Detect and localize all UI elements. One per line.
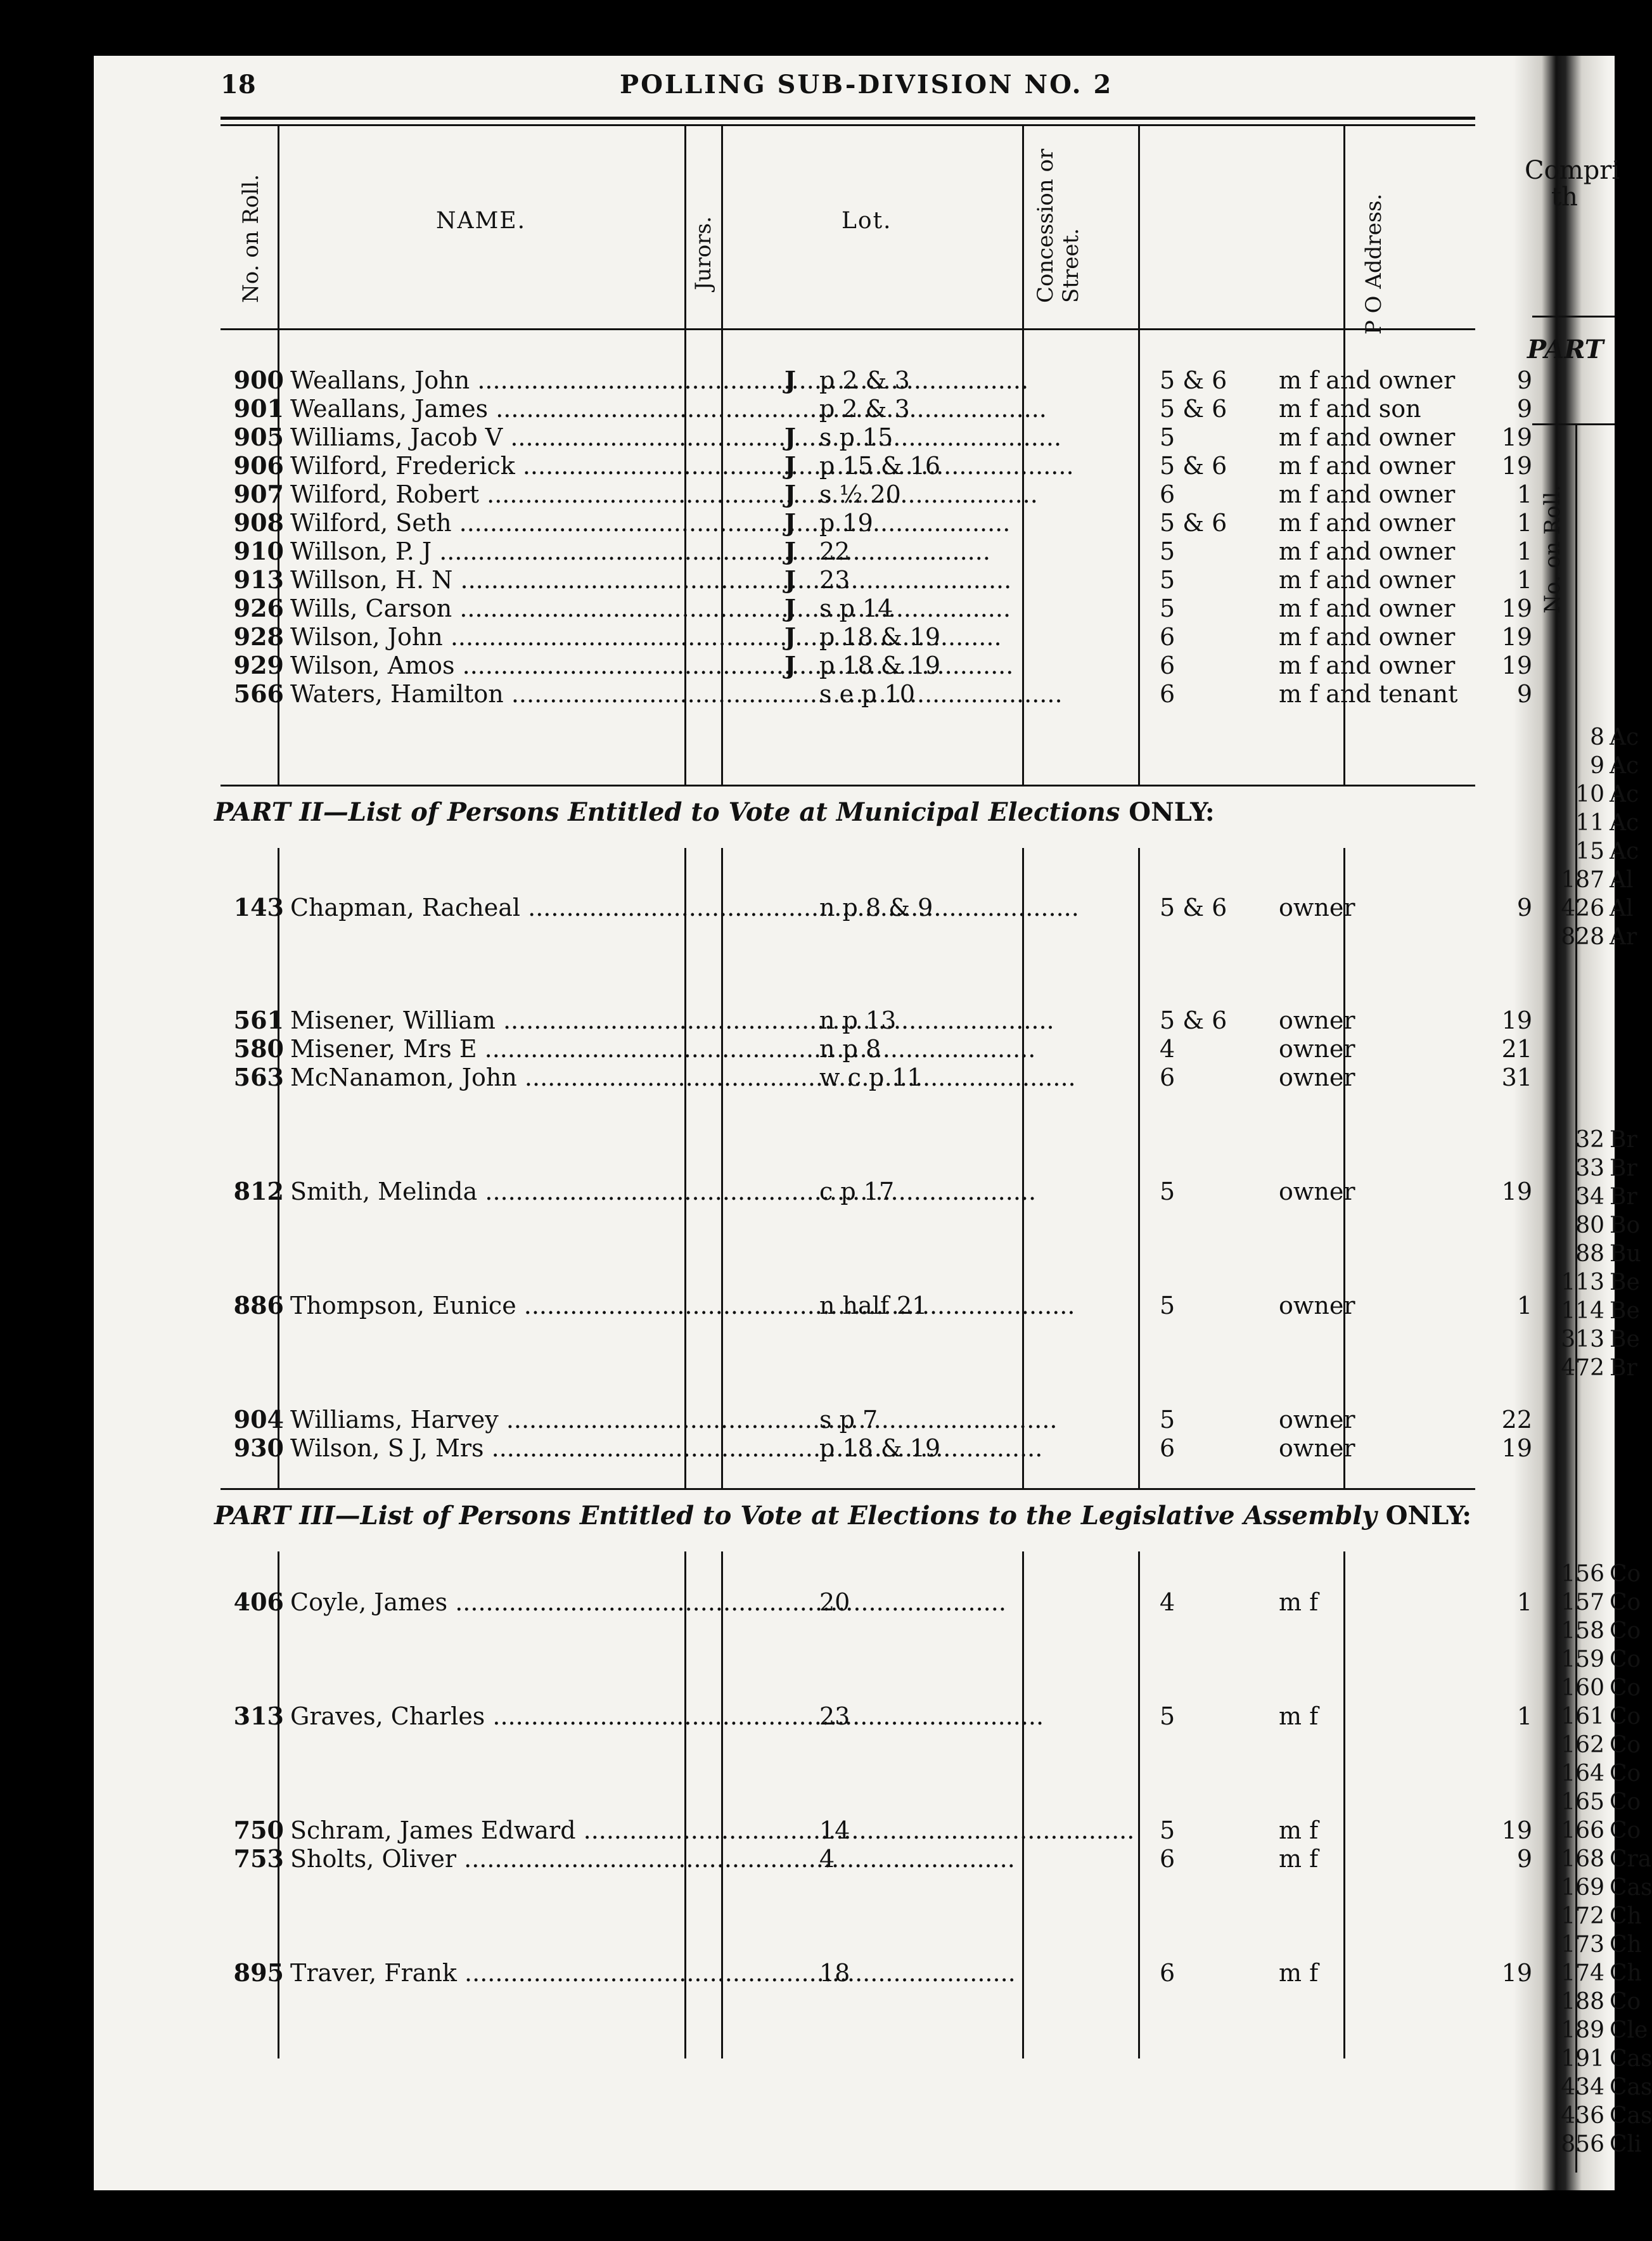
roll-number: 905: [233, 423, 284, 451]
right-page-roll-number: 32: [1575, 1127, 1604, 1153]
right-page-name-fragment: Ar: [1610, 924, 1637, 950]
lot-cell: s ½ 20: [819, 480, 901, 508]
roll-number: 406: [233, 1588, 284, 1616]
lot-cell: c p 17: [819, 1178, 895, 1205]
scanned-page: [94, 56, 1652, 2190]
roll-number: 566: [233, 679, 284, 708]
occupation-cell: owner: [1279, 1063, 1355, 1091]
right-page-rule: [1532, 316, 1615, 318]
right-page-name-fragment: Co: [1610, 1761, 1641, 1787]
right-page-name-fragment: Br: [1610, 1355, 1637, 1381]
part2-title: PART II—List of Persons Entitled to Vote at Municipal Elections: [214, 797, 1120, 827]
juror-mark: J: [784, 594, 796, 622]
po-address-cell: 19: [1501, 423, 1532, 451]
right-page-roll-number: 161: [1561, 1704, 1604, 1730]
right-page-roll-number: 80: [1575, 1212, 1604, 1238]
part2-bottom-rule: [221, 1488, 1475, 1490]
po-address-cell: 1: [1516, 1702, 1532, 1730]
lot-cell: s p 14: [819, 594, 893, 622]
col-lot: Lot.: [842, 208, 892, 234]
voter-name: Wilson, Amos .....: [290, 652, 772, 679]
right-page-roll-number: 169: [1561, 1875, 1604, 1901]
po-address-cell: 9: [1516, 366, 1532, 394]
part3-title: PART III—List of Persons Entitled to Vote at Elections to the Legislative Assembly: [214, 1501, 1377, 1531]
right-page-roll-number: 164: [1561, 1761, 1604, 1787]
right-page-roll-number: 187: [1561, 867, 1604, 893]
right-page-roll-number: 188: [1561, 1989, 1604, 2015]
occupation-cell: m f and owner: [1279, 623, 1456, 651]
po-address-cell: 1: [1516, 566, 1532, 594]
concession-cell: 6: [1160, 1959, 1175, 1987]
right-page-name-fragment: Ch: [1610, 1932, 1642, 1958]
voter-name: Wilford, Seth .....: [290, 509, 772, 537]
lot-cell: 22: [819, 537, 850, 565]
header-rule-bottom: [221, 328, 1475, 330]
po-address-cell: 19: [1501, 594, 1532, 622]
right-page-name-fragment: Co: [1610, 1618, 1641, 1644]
lot-cell: 23: [819, 566, 850, 594]
col-divider: [1138, 125, 1140, 785]
lot-cell: 23: [819, 1702, 850, 1730]
right-page-name-fragment: Al: [1610, 896, 1634, 921]
concession-cell: 6: [1160, 480, 1175, 508]
right-page-name-fragment: Co: [1610, 1675, 1641, 1701]
voter-name: Coyle, James .....: [290, 1588, 772, 1616]
voter-name: Williams, Harvey .....: [290, 1406, 772, 1434]
concession-cell: 5: [1160, 1816, 1175, 1844]
col-po-address: P O Address.: [1361, 193, 1386, 335]
occupation-cell: owner: [1279, 1006, 1355, 1034]
right-page-roll-number: 166: [1561, 1818, 1604, 1844]
occupation-cell: owner: [1279, 1178, 1355, 1205]
po-address-cell: 19: [1501, 652, 1532, 679]
roll-number: 901: [233, 394, 284, 423]
lot-cell: 4: [819, 1845, 835, 1873]
right-page-name-fragment: Cas: [1610, 1875, 1652, 1901]
right-page-name-fragment: Co: [1610, 1647, 1641, 1673]
voter-name: Misener, William .....: [290, 1006, 772, 1034]
concession-cell: 6: [1160, 1063, 1175, 1091]
right-page-roll-number: 156: [1561, 1561, 1604, 1587]
right-page-name-fragment: Al: [1610, 867, 1634, 893]
right-page-name-fragment: Br: [1610, 1127, 1637, 1153]
concession-cell: 5: [1160, 537, 1175, 565]
right-page-roll-number: 157: [1561, 1589, 1604, 1615]
lot-cell: p 18 & 19: [819, 1434, 941, 1462]
voter-name: Sholts, Oliver .....: [290, 1845, 772, 1873]
voter-name: Thompson, Eunice .....: [290, 1292, 772, 1320]
right-page-name-fragment: Ac: [1610, 838, 1639, 864]
col-jurors: Jurors.: [691, 216, 716, 290]
voter-name: Weallans, James .....: [290, 395, 772, 423]
right-page-name-fragment: Cle: [1610, 2017, 1648, 2043]
po-address-cell: 19: [1501, 1178, 1532, 1205]
occupation-cell: owner: [1279, 1035, 1355, 1063]
roll-number: 886: [233, 1291, 284, 1320]
right-page-roll-number: 434: [1561, 2074, 1604, 2100]
roll-number: 580: [233, 1034, 284, 1063]
right-page-name-fragment: Bu: [1610, 1241, 1641, 1267]
right-page-roll-number: 191: [1561, 2046, 1604, 2072]
right-page-roll-number: 165: [1561, 1789, 1604, 1815]
lot-cell: p 18 & 19: [819, 652, 941, 679]
juror-mark: J: [784, 537, 796, 565]
roll-number: 910: [233, 537, 284, 565]
concession-cell: 6: [1160, 652, 1175, 679]
occupation-cell: owner: [1279, 894, 1355, 921]
concession-cell: 6: [1160, 680, 1175, 708]
right-page-rule: [1532, 423, 1615, 425]
occupation-cell: m f and son: [1279, 395, 1421, 423]
right-page-name-fragment: Ac: [1610, 724, 1639, 750]
juror-mark: J: [784, 508, 796, 537]
voter-name: Traver, Frank .....: [290, 1959, 772, 1987]
col-concession: Concession or Street.: [1033, 148, 1084, 303]
right-page-name-fragment: Co: [1610, 1704, 1641, 1730]
occupation-cell: m f and owner: [1279, 366, 1456, 394]
right-page-name-fragment: Ch: [1610, 1960, 1642, 1986]
concession-cell: 5: [1160, 1702, 1175, 1730]
lot-cell: n half 21: [819, 1292, 928, 1320]
voter-name: Wilson, John .....: [290, 623, 772, 651]
right-page-name-fragment: Cli: [1610, 2131, 1642, 2157]
right-page-roll-number: 10: [1575, 781, 1604, 807]
right-page-name-fragment: Be: [1610, 1298, 1640, 1324]
voter-name: Willson, H. N .....: [290, 566, 772, 594]
roll-number: 313: [233, 1702, 284, 1730]
roll-number: 908: [233, 508, 284, 537]
lot-cell: 18: [819, 1959, 850, 1987]
header-rule-top: [221, 117, 1475, 120]
roll-number: 907: [233, 480, 284, 508]
po-address-cell: 19: [1501, 1006, 1532, 1034]
right-page-roll-number: 33: [1575, 1155, 1604, 1181]
roll-number: 895: [233, 1958, 284, 1987]
right-page-name-fragment: Ac: [1610, 753, 1639, 779]
roll-number: 929: [233, 651, 284, 679]
voter-name: Williams, Jacob V .....: [290, 423, 772, 451]
col-divider: [721, 848, 723, 1488]
right-page-roll-number: 113: [1561, 1269, 1604, 1295]
occupation-cell: owner: [1279, 1292, 1355, 1320]
occupation-cell: m f and owner: [1279, 566, 1456, 594]
po-address-cell: 19: [1501, 1959, 1532, 1987]
voter-name: Weallans, John .....: [290, 366, 772, 394]
po-address-cell: 19: [1501, 1434, 1532, 1462]
concession-cell: 5: [1160, 566, 1175, 594]
occupation-cell: owner: [1279, 1406, 1355, 1434]
col-divider: [1022, 1551, 1024, 2058]
roll-number: 904: [233, 1405, 284, 1434]
juror-mark: J: [784, 451, 796, 480]
roll-number: 930: [233, 1434, 284, 1462]
roll-number: 561: [233, 1006, 284, 1034]
po-address-cell: 1: [1516, 480, 1532, 508]
juror-mark: J: [784, 366, 796, 394]
voter-name: Graves, Charles .....: [290, 1702, 772, 1730]
roll-number: 753: [233, 1844, 284, 1873]
voter-name: Schram, James Edward .....: [290, 1816, 772, 1844]
juror-mark: J: [784, 651, 796, 679]
right-page-name-fragment: Cas: [1610, 2103, 1652, 2129]
roll-number: 900: [233, 366, 284, 394]
voter-name: McNanamon, John .....: [290, 1063, 772, 1091]
right-page-roll-number: 436: [1561, 2103, 1604, 2129]
lot-cell: p 2 & 3: [819, 366, 910, 394]
concession-cell: 5: [1160, 594, 1175, 622]
occupation-cell: m f and owner: [1279, 509, 1456, 537]
concession-cell: 5 & 6: [1160, 395, 1227, 423]
col-divider: [1138, 1551, 1140, 2058]
col-name: NAME.: [436, 208, 527, 234]
roll-number: 906: [233, 451, 284, 480]
voter-name: Misener, Mrs E .....: [290, 1035, 772, 1063]
right-page-roll-number: 160: [1561, 1675, 1604, 1701]
concession-cell: 5: [1160, 423, 1175, 451]
right-page-roll-number: 159: [1561, 1647, 1604, 1673]
po-address-cell: 21: [1501, 1035, 1532, 1063]
col-divider: [278, 848, 279, 1488]
right-page-roll-number: 11: [1575, 810, 1604, 836]
po-address-cell: 1: [1516, 1588, 1532, 1616]
right-page-roll-number: 34: [1575, 1184, 1604, 1210]
lot-cell: p 2 & 3: [819, 395, 910, 423]
concession-cell: 5 & 6: [1160, 894, 1227, 921]
roll-number: 928: [233, 622, 284, 651]
voter-name: Chapman, Racheal .....: [290, 894, 772, 921]
right-page-name-fragment: Co: [1610, 1589, 1641, 1615]
voter-name: Wills, Carson .....: [290, 594, 772, 622]
right-page-name-fragment: Ac: [1610, 810, 1639, 836]
lot-cell: w c p 11: [819, 1063, 923, 1091]
po-address-cell: 1: [1516, 1292, 1532, 1320]
occupation-cell: m f: [1279, 1816, 1319, 1844]
part1-bottom-rule: [221, 785, 1475, 787]
right-page-roll-number: 8: [1590, 724, 1604, 750]
po-address-cell: 1: [1516, 537, 1532, 565]
right-page-roll-number: 168: [1561, 1846, 1604, 1872]
po-address-cell: 9: [1516, 680, 1532, 708]
occupation-cell: owner: [1279, 1434, 1355, 1462]
right-page-heading-2: th: [1551, 183, 1578, 212]
right-page-roll-number: 15: [1575, 838, 1604, 864]
col-divider: [1343, 848, 1345, 1488]
lot-cell: p 19: [819, 509, 873, 537]
page-title: POLLING SUB-DIVISION NO. 2: [620, 70, 1113, 100]
roll-number: 563: [233, 1063, 284, 1091]
right-page-name-fragment: Cra: [1610, 1846, 1652, 1872]
lot-cell: n p 13: [819, 1006, 897, 1034]
concession-cell: 5 & 6: [1160, 509, 1227, 537]
right-page-name-fragment: Bo: [1610, 1212, 1641, 1238]
right-page-name-fragment: Ch: [1610, 1903, 1642, 1929]
right-page-name-fragment: Co: [1610, 1989, 1641, 2015]
col-no-on-roll: No. on Roll.: [238, 174, 264, 303]
concession-cell: 5 & 6: [1160, 366, 1227, 394]
concession-cell: 5: [1160, 1178, 1175, 1205]
voter-name: Willson, P. J .....: [290, 537, 772, 565]
occupation-cell: m f and owner: [1279, 652, 1456, 679]
occupation-cell: m f and tenant: [1279, 680, 1458, 708]
lot-cell: s p 7: [819, 1406, 878, 1434]
roll-number: 926: [233, 594, 284, 622]
right-page-name-fragment: Co: [1610, 1818, 1641, 1844]
occupation-cell: m f: [1279, 1588, 1319, 1616]
roll-number: 750: [233, 1816, 284, 1844]
voter-name: Wilson, S J, Mrs .....: [290, 1434, 772, 1462]
po-address-cell: 9: [1516, 395, 1532, 423]
lot-cell: p 18 & 19: [819, 623, 941, 651]
lot-cell: n p 8 & 9: [819, 894, 933, 921]
roll-number: 143: [233, 893, 284, 921]
right-page-roll-number: 472: [1561, 1355, 1604, 1381]
concession-cell: 5 & 6: [1160, 1006, 1227, 1034]
right-page-col-label: No. on Roll.: [1540, 484, 1565, 613]
occupation-cell: m f: [1279, 1845, 1319, 1873]
right-page-roll-number: 426: [1561, 896, 1604, 921]
right-page-name-fragment: Co: [1610, 1732, 1641, 1758]
po-address-cell: 9: [1516, 1845, 1532, 1873]
concession-cell: 4: [1160, 1035, 1175, 1063]
voter-name: Waters, Hamilton .....: [290, 680, 772, 708]
lot-cell: s p 15: [819, 423, 893, 451]
right-page-roll-number: 9: [1590, 753, 1604, 779]
right-page-roll-number: 162: [1561, 1732, 1604, 1758]
right-page-name-fragment: Br: [1610, 1184, 1637, 1210]
voter-name: Wilford, Robert .....: [290, 480, 772, 508]
right-page-roll-number: 828: [1561, 924, 1604, 950]
po-address-cell: 9: [1516, 894, 1532, 921]
col-divider: [1022, 848, 1024, 1488]
juror-mark: J: [784, 565, 796, 594]
right-page-roll-number: 313: [1561, 1326, 1604, 1352]
right-page-name-fragment: Ac: [1610, 781, 1639, 807]
po-address-cell: 31: [1501, 1063, 1532, 1091]
right-page-name-fragment: Be: [1610, 1269, 1640, 1295]
po-address-cell: 1: [1516, 509, 1532, 537]
occupation-cell: m f and owner: [1279, 452, 1456, 480]
concession-cell: 6: [1160, 1434, 1175, 1462]
po-address-cell: 19: [1501, 452, 1532, 480]
voter-name: Smith, Melinda .....: [290, 1178, 772, 1205]
occupation-cell: m f and owner: [1279, 594, 1456, 622]
concession-cell: 5: [1160, 1292, 1175, 1320]
header-rule-second: [221, 124, 1475, 126]
lot-cell: n p 8: [819, 1035, 881, 1063]
concession-cell: 6: [1160, 623, 1175, 651]
right-page-name-fragment: Co: [1610, 1789, 1641, 1815]
part2-heading: [214, 797, 1215, 827]
right-page-name-fragment: Cas: [1610, 2074, 1652, 2100]
right-page-roll-number: 173: [1561, 1932, 1604, 1958]
occupation-cell: m f: [1279, 1959, 1319, 1987]
concession-cell: 5 & 6: [1160, 452, 1227, 480]
occupation-cell: m f and owner: [1279, 480, 1456, 508]
roll-number: 913: [233, 565, 284, 594]
part3-only: ONLY:: [1385, 1501, 1472, 1531]
right-page-name-fragment: Cas: [1610, 2046, 1652, 2072]
right-page-roll-number: 174: [1561, 1960, 1604, 1986]
occupation-cell: m f and owner: [1279, 423, 1456, 451]
right-page-name-fragment: Be: [1610, 1326, 1640, 1352]
col-divider: [684, 848, 686, 1488]
page-number: 18: [221, 70, 256, 100]
occupation-cell: m f and owner: [1279, 537, 1456, 565]
juror-mark: J: [784, 423, 796, 451]
col-divider: [1138, 848, 1140, 1488]
lot-cell: 20: [819, 1588, 850, 1616]
po-address-cell: 19: [1501, 1816, 1532, 1844]
po-address-cell: 22: [1501, 1406, 1532, 1434]
lot-cell: 14: [819, 1816, 850, 1844]
right-page-roll-number: 189: [1561, 2017, 1604, 2043]
voter-name: Wilford, Frederick .....: [290, 452, 772, 480]
col-divider: [1343, 1551, 1345, 2058]
juror-mark: J: [784, 622, 796, 651]
part2-only: ONLY:: [1129, 797, 1215, 827]
right-page-roll-number: 114: [1561, 1298, 1604, 1324]
right-page-part-label: PART: [1527, 335, 1604, 364]
right-page-name-fragment: Co: [1610, 1561, 1641, 1587]
right-page-roll-number: 158: [1561, 1618, 1604, 1644]
roll-number: 812: [233, 1177, 284, 1205]
concession-cell: 6: [1160, 1845, 1175, 1873]
lot-cell: s e p 10: [819, 680, 915, 708]
part3-heading: [214, 1501, 1471, 1531]
right-page-roll-number: 88: [1575, 1241, 1604, 1267]
right-page-heading-1: Compri: [1525, 156, 1620, 185]
juror-mark: J: [784, 480, 796, 508]
right-page-roll-number: 856: [1561, 2131, 1604, 2157]
po-address-cell: 19: [1501, 623, 1532, 651]
lot-cell: p 15 & 16: [819, 452, 941, 480]
right-page-roll-number: 172: [1561, 1903, 1604, 1929]
right-page-name-fragment: Br: [1610, 1155, 1637, 1181]
concession-cell: 4: [1160, 1588, 1175, 1616]
occupation-cell: m f: [1279, 1702, 1319, 1730]
concession-cell: 5: [1160, 1406, 1175, 1434]
